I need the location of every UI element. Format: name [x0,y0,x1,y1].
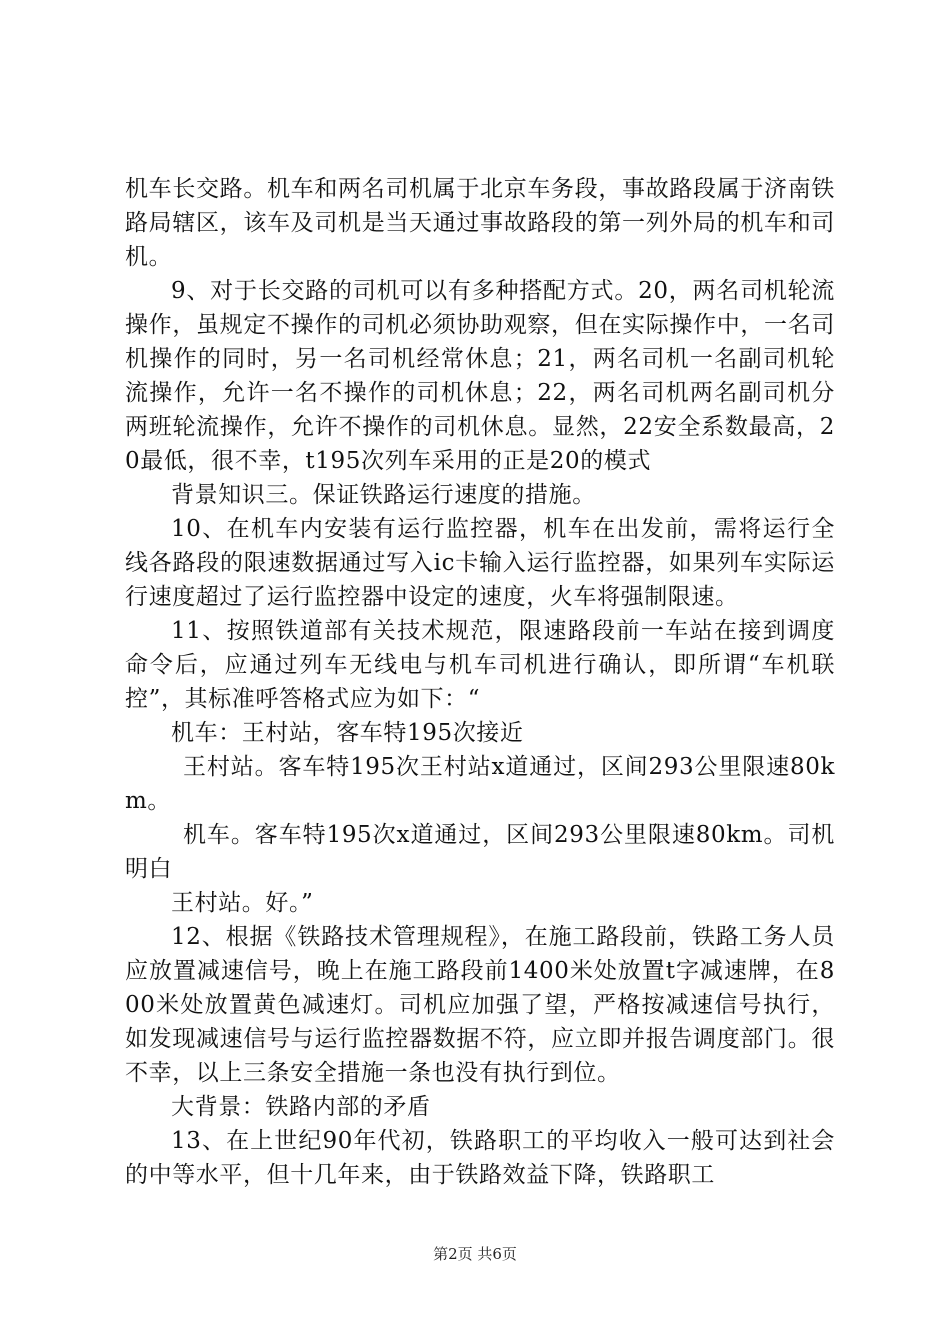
paragraph-10: 12、根据《铁路技术管理规程》，在施工路段前，铁路工务人员应放置减速信号，晚上在施工路段前1400米处放置t字减速牌，在800米处放置黄色减速灯。司机应加强了望，严格按减速信号执行，如发现减速信号与运行监控器数据不符，应立即并报告调度部门。很不幸，以上三条安全措施一条也没有执行到位。 [125,924,835,1086]
paragraph-9: 王村站。好。” [171,890,314,916]
paragraph-3: 背景知识三。保证铁路运行速度的措施。 [171,482,596,508]
paragraph-8: 机车。客车特195次x道通过，区间293公里限速80km。司机明白 [125,822,835,882]
paragraph-5: 11、按照铁道部有关技术规范，限速路段前一车站在接到调度命令后，应通过列车无线电与机车司机进行确认，即所谓“车机联控”，其标准呼答格式应为如下：“ [125,618,835,712]
paragraph-6: 机车：王村站，客车特195次接近 [171,720,524,746]
paragraph-11: 大背景：铁路内部的矛盾 [171,1094,431,1120]
document-body [125,172,835,1192]
paragraph-2: 9、对于长交路的司机可以有多种搭配方式。20，两名司机轮流操作，虽规定不操作的司机必须协助观察，但在实际操作中，一名司机操作的同时，另一名司机经常休息；21，两名司机一名副司机轮流操作，允许一名不操作的司机休息；22，两名司机两名副司机分两班轮流操作，允许不操作的司机休息。显然，22安全系数最高，20最低，很不幸，t195次列车采用的正是20的模式 [125,278,835,474]
paragraph-12: 13、在上世纪90年代初，铁路职工的平均收入一般可达到社会的中等水平，但十几年来，由于铁路效益下降，铁路职工 [125,1128,835,1188]
page-footer: 第2页 共6页 [433,1245,517,1263]
paragraph-4: 10、在机车内安装有运行监控器，机车在出发前，需将运行全线各路段的限速数据通过写入ic卡输入运行监控器，如果列车实际运行速度超过了运行监控器中设定的速度，火车将强制限速。 [125,516,835,610]
paragraph-1: 机车长交路。机车和两名司机属于北京车务段，事故路段属于济南铁路局辖区，该车及司机是当天通过事故路段的第一列外局的机车和司机。 [125,176,835,270]
paragraph-7: 王村站。客车特195次王村站x道通过，区间293公里限速80km。 [125,754,835,814]
